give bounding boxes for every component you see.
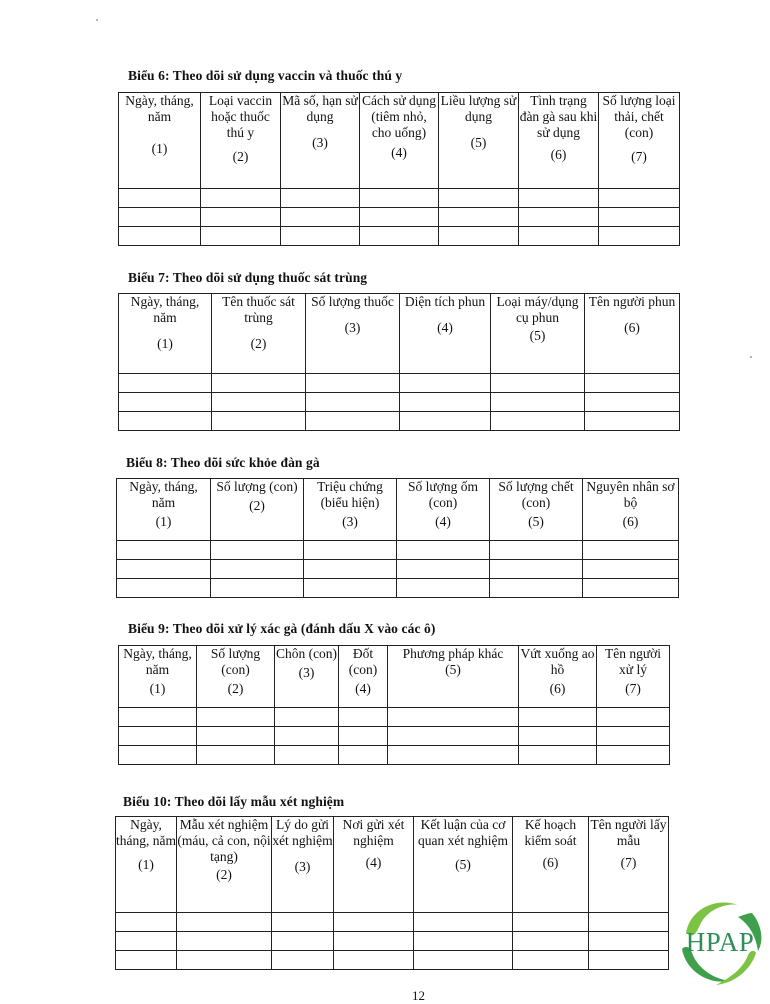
table-cell[interactable] xyxy=(119,393,212,412)
table-cell[interactable] xyxy=(491,412,585,431)
table-cell[interactable] xyxy=(599,227,680,246)
column-header: Số lượng ốm (con) (4) xyxy=(397,479,490,541)
table-cell[interactable] xyxy=(334,951,414,970)
column-header: Nguyên nhân sơ bộ (6) xyxy=(583,479,679,541)
table-cell[interactable] xyxy=(197,727,275,746)
column-header: Mã số, hạn sử dụng (3) xyxy=(281,93,360,189)
table-row xyxy=(119,227,680,246)
table-cell[interactable] xyxy=(334,932,414,951)
column-header: Ngày, tháng, năm (1) xyxy=(119,93,201,189)
table-cell[interactable] xyxy=(119,746,197,765)
table-cell[interactable] xyxy=(583,541,679,560)
table-cell[interactable] xyxy=(490,560,583,579)
column-header: Số lượng (con) (2) xyxy=(211,479,304,541)
table-cell[interactable] xyxy=(212,412,306,431)
column-header: Ngày, tháng, năm (1) xyxy=(117,479,211,541)
hpap-logo xyxy=(672,893,768,989)
column-header: Số lượng (con) (2) xyxy=(197,646,275,708)
column-header: Chôn (con) (3) xyxy=(275,646,339,708)
table-cell[interactable] xyxy=(583,560,679,579)
table-row xyxy=(119,727,670,746)
table-cell[interactable] xyxy=(597,708,670,727)
table-cell[interactable] xyxy=(212,374,306,393)
table-cell[interactable] xyxy=(599,208,680,227)
table-cell[interactable] xyxy=(197,708,275,727)
table-cell[interactable] xyxy=(201,208,281,227)
column-header: Diện tích phun (4) xyxy=(400,294,491,374)
form-8-table xyxy=(116,478,679,598)
table-cell[interactable] xyxy=(272,913,334,932)
form-8-title: Biểu 8: Theo dõi sức khỏe đàn gà xyxy=(126,455,320,470)
table-cell[interactable] xyxy=(281,227,360,246)
table-cell[interactable] xyxy=(117,560,211,579)
table-cell[interactable] xyxy=(272,951,334,970)
table-cell[interactable] xyxy=(414,951,513,970)
table-cell[interactable] xyxy=(519,227,599,246)
table-cell[interactable] xyxy=(490,579,583,598)
form-6-title: Biểu 6: Theo dõi sử dụng vaccin và thuốc thú y xyxy=(128,68,403,83)
table-cell[interactable] xyxy=(414,932,513,951)
table-row xyxy=(119,746,670,765)
column-header: Loại vaccin hoặc thuốc thú y (2) xyxy=(201,93,281,189)
table-cell[interactable] xyxy=(599,189,680,208)
column-header: Cách sử dụng (tiêm nhỏ, cho uống) (4) xyxy=(360,93,439,189)
column-header: Tên thuốc sát trùng (2) xyxy=(212,294,306,374)
column-header: Vứt xuống ao hồ (6) xyxy=(519,646,597,708)
column-header: Đốt (con) (4) xyxy=(339,646,388,708)
form-9-table xyxy=(118,645,670,765)
table-cell[interactable] xyxy=(397,579,490,598)
table-cell[interactable] xyxy=(519,189,599,208)
logo-text: HPAP xyxy=(685,927,755,957)
table-cell[interactable] xyxy=(339,746,388,765)
table-row xyxy=(117,541,679,560)
table-row xyxy=(117,579,679,598)
table-cell[interactable] xyxy=(306,412,400,431)
table-cell[interactable] xyxy=(281,189,360,208)
table-cell[interactable] xyxy=(201,227,281,246)
table-cell[interactable] xyxy=(388,746,519,765)
table-cell[interactable] xyxy=(513,913,589,932)
table-cell[interactable] xyxy=(360,208,439,227)
table-cell[interactable] xyxy=(439,227,519,246)
column-header: Ngày, tháng, năm (1) xyxy=(119,294,212,374)
table-cell[interactable] xyxy=(304,560,397,579)
table-cell[interactable] xyxy=(400,393,491,412)
table-cell[interactable] xyxy=(597,746,670,765)
table-cell[interactable] xyxy=(490,541,583,560)
table-row xyxy=(119,412,680,431)
table-cell[interactable] xyxy=(339,727,388,746)
column-header: Số lượng chết (con) (5) xyxy=(490,479,583,541)
column-header: Tình trạng đàn gà sau khi sử dụng (6) xyxy=(519,93,599,189)
table-cell[interactable] xyxy=(519,208,599,227)
table-cell[interactable] xyxy=(119,374,212,393)
table-cell[interactable] xyxy=(116,913,177,932)
table-cell[interactable] xyxy=(519,708,597,727)
table-cell[interactable] xyxy=(117,541,211,560)
table-cell[interactable] xyxy=(334,913,414,932)
column-header: Số lượng thuốc (3) xyxy=(306,294,400,374)
column-header: Kết luận của cơ quan xét nghiệm (5) xyxy=(414,817,513,913)
table-cell[interactable] xyxy=(491,374,585,393)
table-cell[interactable] xyxy=(177,913,272,932)
table-cell[interactable] xyxy=(388,708,519,727)
column-header: Tên người lấy mẫu (7) xyxy=(589,817,669,913)
table-cell[interactable] xyxy=(306,374,400,393)
table-cell[interactable] xyxy=(397,560,490,579)
table-cell[interactable] xyxy=(177,932,272,951)
table-cell[interactable] xyxy=(201,189,281,208)
table-cell[interactable] xyxy=(400,412,491,431)
column-header: Tên người phun (6) xyxy=(585,294,680,374)
table-cell[interactable] xyxy=(519,746,597,765)
table-cell[interactable] xyxy=(212,393,306,412)
table-cell[interactable] xyxy=(589,951,669,970)
table-cell[interactable] xyxy=(275,708,339,727)
table-cell[interactable] xyxy=(583,579,679,598)
table-cell[interactable] xyxy=(585,393,680,412)
table-cell[interactable] xyxy=(211,560,304,579)
table-row xyxy=(119,208,680,227)
table-cell[interactable] xyxy=(585,374,680,393)
table-cell[interactable] xyxy=(119,227,201,246)
column-header: Nơi gửi xét nghiệm (4) xyxy=(334,817,414,913)
table-row xyxy=(119,393,680,412)
table-row xyxy=(119,189,680,208)
table-cell[interactable] xyxy=(360,227,439,246)
table-row xyxy=(117,560,679,579)
table-cell[interactable] xyxy=(439,189,519,208)
table-cell[interactable] xyxy=(116,932,177,951)
table-cell[interactable] xyxy=(304,579,397,598)
table-cell[interactable] xyxy=(589,913,669,932)
table-cell[interactable] xyxy=(281,208,360,227)
table-cell[interactable] xyxy=(119,727,197,746)
table-cell[interactable] xyxy=(275,727,339,746)
table-row xyxy=(116,913,669,932)
table-cell[interactable] xyxy=(306,393,400,412)
table-cell[interactable] xyxy=(119,189,201,208)
table-row xyxy=(119,374,680,393)
column-header: Kế hoạch kiểm soát (6) xyxy=(513,817,589,913)
table-cell[interactable] xyxy=(304,541,397,560)
column-header: Phương pháp khác (5) xyxy=(388,646,519,708)
table-row xyxy=(119,708,670,727)
table-row xyxy=(116,932,669,951)
table-cell[interactable] xyxy=(388,727,519,746)
table-cell[interactable] xyxy=(275,746,339,765)
table-cell[interactable] xyxy=(513,951,589,970)
column-header: Lý do gửi xét nghiệm (3) xyxy=(272,817,334,913)
table-cell[interactable] xyxy=(119,412,212,431)
table-cell[interactable] xyxy=(589,932,669,951)
column-header: Ngày, tháng, năm (1) xyxy=(116,817,177,913)
table-cell[interactable] xyxy=(519,727,597,746)
column-header: Liều lượng sử dụng (5) xyxy=(439,93,519,189)
form-9-title: Biểu 9: Theo dõi xử lý xác gà (đánh dấu X vào các ô) xyxy=(128,621,436,636)
table-cell[interactable] xyxy=(272,932,334,951)
column-header: Triệu chứng (biểu hiện) (3) xyxy=(304,479,397,541)
table-cell[interactable] xyxy=(197,746,275,765)
page-number: 12 xyxy=(412,988,425,1003)
table-cell[interactable] xyxy=(119,208,201,227)
table-cell[interactable] xyxy=(397,541,490,560)
table-cell[interactable] xyxy=(177,951,272,970)
table-cell[interactable] xyxy=(400,374,491,393)
table-cell[interactable] xyxy=(117,579,211,598)
table-cell[interactable] xyxy=(585,412,680,431)
column-header: Ngày, tháng, năm (1) xyxy=(119,646,197,708)
table-cell[interactable] xyxy=(360,189,439,208)
table-cell[interactable] xyxy=(211,579,304,598)
table-cell[interactable] xyxy=(339,708,388,727)
scan-speck xyxy=(750,356,752,358)
table-cell[interactable] xyxy=(414,913,513,932)
table-cell[interactable] xyxy=(439,208,519,227)
table-cell[interactable] xyxy=(513,932,589,951)
table-cell[interactable] xyxy=(116,951,177,970)
form-7-table xyxy=(118,293,680,431)
column-header: Mẫu xét nghiệm (máu, cả con, nội tạng) (2) xyxy=(177,817,272,913)
scan-speck xyxy=(96,19,98,21)
table-row xyxy=(116,951,669,970)
table-cell[interactable] xyxy=(597,727,670,746)
form-6-table xyxy=(118,92,680,246)
form-10-table xyxy=(115,816,669,970)
table-cell[interactable] xyxy=(211,541,304,560)
column-header: Loại máy/dụng cụ phun (5) xyxy=(491,294,585,374)
form-7-title: Biểu 7: Theo dõi sử dụng thuốc sát trùng xyxy=(128,270,368,285)
form-10-title: Biểu 10: Theo dõi lấy mẫu xét nghiệm xyxy=(123,794,345,809)
table-cell[interactable] xyxy=(491,393,585,412)
table-cell[interactable] xyxy=(119,708,197,727)
column-header: Số lượng loại thải, chết (con) (7) xyxy=(599,93,680,189)
column-header: Tên người xử lý (7) xyxy=(597,646,670,708)
